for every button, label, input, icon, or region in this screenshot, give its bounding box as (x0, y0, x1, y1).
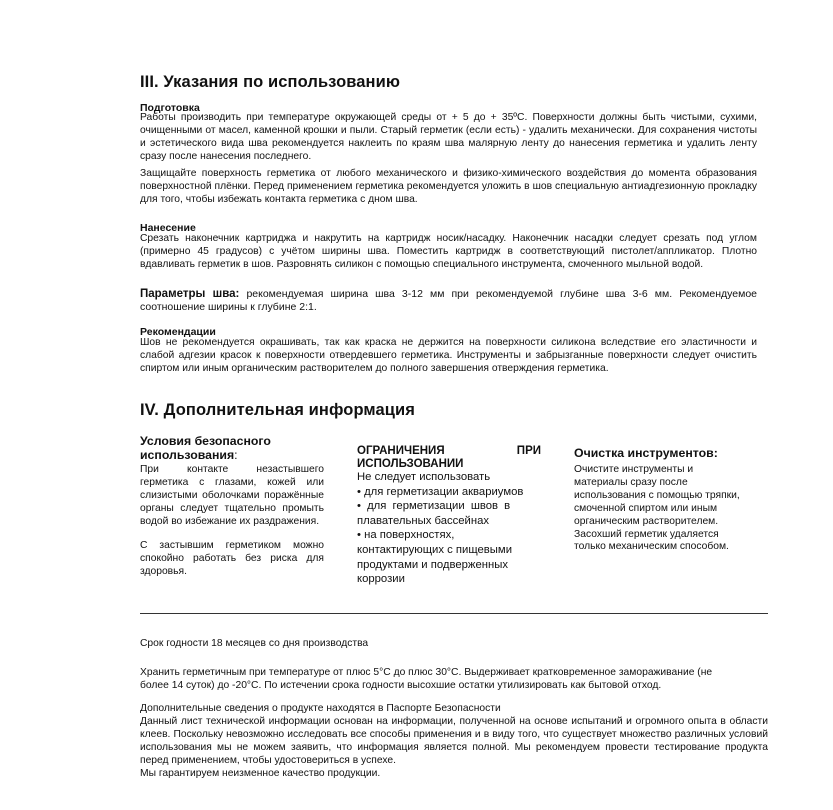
section-3-title: III. Указания по использованию (140, 73, 401, 91)
limits-bullet-3-line-1: • на поверхностях, (357, 529, 455, 542)
safety-passport-note: Дополнительные сведения о продукте находятся в Паспорте Безопасности (140, 703, 501, 714)
storage-line-2: более 14 суток) до -20°С. По истечении срока годности высохшие остатки утилизировать как бытовой отход. (140, 679, 662, 691)
safety-paragraph-1: При контакте незастывшего герметика с глазами, кожей или слизистыми оболочками поражённые органы следует тщательно промыть водой во избежание их раздражения. (140, 464, 324, 527)
limits-intro: Не следует использовать (357, 471, 491, 483)
apply-heading: Нанесение (140, 222, 196, 234)
cleaning-line-6: Засохший герметик удаляется (574, 528, 719, 540)
cleaning-line-3: использования с помощью тряпки, (574, 489, 740, 501)
limits-bullet-3-line-2: контактирующих с пищевыми (357, 543, 513, 556)
limits-block (357, 445, 541, 587)
limits-bullet-2-line-2: плавательных бассейнах (357, 514, 490, 527)
cleaning-line-7: только механическим способом. (574, 541, 729, 553)
apply-paragraph: Срезать наконечник картриджа и накрутить на картридж носик/насадку. Наконечник насадки следует срезать под углом (примерно 45 градусов) с учётом ширины шва. Поместить картридж в соответствующий пистолет/аппликатор. Плотно вдавливать герметик в шов. Разровнять силикон с помощью специального инструмента, смоченного мыльной водой. (140, 233, 757, 270)
limits-bullet-3-line-3: продуктами и подверженных (357, 558, 509, 571)
storage-text (140, 667, 712, 693)
safety-heading-line-2-text: использования (140, 447, 235, 462)
safety-heading-colon: : (234, 447, 238, 462)
cleaning-line-1: Очистите инструменты и (574, 464, 694, 475)
seam-params-label: Параметры шва: (140, 288, 240, 300)
quality-guarantee: Мы гарантируем неизменное качество продукции. (140, 768, 381, 779)
limits-heading-line-2: ИСПОЛЬЗОВАНИИ (357, 457, 464, 470)
section-divider (140, 613, 768, 614)
limits-heading-line-1 (357, 445, 541, 458)
shelf-life: Срок годности 18 месяцев со дня производства (140, 638, 369, 649)
cleaning-heading: Очистка инструментов: (574, 446, 718, 460)
limits-bullet-2-line-1: • для герметизации швов в (357, 500, 511, 513)
cleaning-line-5: органическим растворителем. (574, 515, 719, 527)
safety-heading-line-1: Условия безопасного (140, 434, 271, 448)
prep-paragraph-1: Работы производить при температуре окружающей среды от + 5 до + 35ºС. Поверхности должны быть чистыми, сухими, очищенными от масел, каменной крошки и пыли. Старый герметик (если есть) - удалить механически. Для сохранения чистоты и эстетического вида шва рекомендуется наклеить по краям шва малярную ленту до нанесения герметика и удалить ленту сразу после нанесения последнего. (140, 112, 757, 162)
storage-line-1: Хранить герметичным при температуре от плюс 5°С до плюс 30°С. Выдерживает кратковременное замораживание (не (140, 667, 713, 678)
safety-paragraph-2: С застывшим герметиком можно спокойно работать без риска для здоровья. (140, 540, 324, 577)
recommend-paragraph: Шов не рекомендуется окрашивать, так как краска не держится на поверхности силикона вследствие его эластичности и слабой адгезии красок к поверхности отвердевшего герметика. Инструменты и забрызганные поверхности следует очистить спиртом или иным органическим растворителем до полного завершения отверждения герметика. (140, 337, 757, 374)
safety-heading (140, 435, 330, 462)
recommend-heading: Рекомендации (140, 326, 216, 338)
disclaimer-paragraph: Данный лист технической информации основан на информации, полученной на основе испытаний и огромного опыта в области клеев. Поскольку невозможно исследовать все способы применения и в виду того, что существует множество различных условий использования мы не можем заявить, что информация является полной. Мы рекомендуем провести тестирование продукта перед применением, чтобы удостовериться в успехе. (140, 716, 768, 766)
seam-params-text: рекомендуемая ширина шва 3-12 мм при рекомендуемой глубине шва 3-6 мм. Рекомендуемое соотношение ширины к глубине 2:1. (140, 288, 758, 313)
seam-params-paragraph (140, 288, 757, 314)
cleaning-line-4: смоченной спиртом или иным (574, 502, 718, 514)
limits-heading-b: ПРИ (516, 445, 541, 457)
limits-bullet-1: • для герметизации аквариумов (357, 485, 524, 498)
cleaning-line-2: материалы сразу после (574, 476, 688, 488)
prep-heading: Подготовка (140, 102, 200, 114)
section-4-title: IV. Дополнительная информация (140, 401, 415, 419)
prep-paragraph-2: Защищайте поверхность герметика от любого механического и физико-химического воздействия до момента образования поверхностной плёнки. Перед применением герметика рекомендуется уложить в шов специальную антиадгезионную прокладку для того, чтобы избежать контакта герметика с дном шва. (140, 168, 757, 205)
safety-heading-line-2 (140, 449, 330, 463)
limits-heading-a: ОГРАНИЧЕНИЯ (357, 445, 445, 457)
cleaning-text (574, 464, 740, 554)
limits-bullet-3-line-4: коррозии (357, 573, 405, 586)
